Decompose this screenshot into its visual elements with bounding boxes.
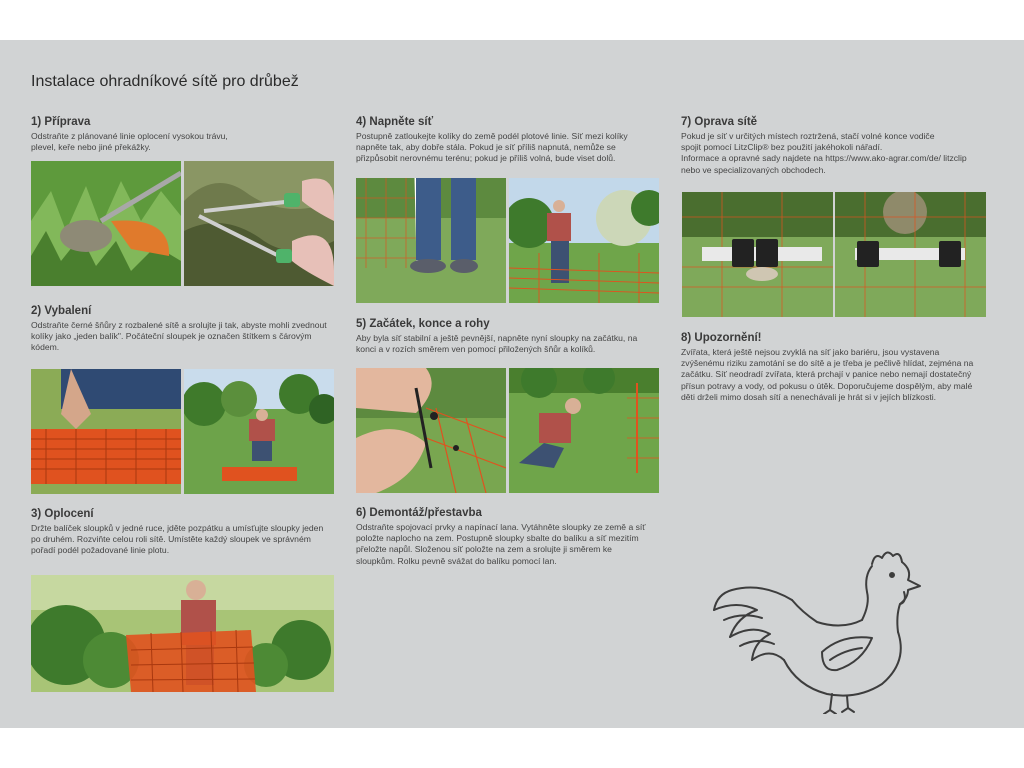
photo-pruner (184, 161, 334, 286)
instruction-sheet (0, 40, 1024, 728)
section-unpacking (31, 304, 341, 354)
section-heading: 1) Příprava (31, 116, 91, 128)
section-heading: 6) Demontáž/přestavba (356, 507, 482, 519)
section-text: Odstraňte z plánované linie oplocení vysokou trávu, plevel, keře nebo jiné překážky. (31, 131, 228, 153)
section-text: Postupně zatloukejte kolíky do země podél plotové linie. Síť mezi kolíky napněte tak, aby dobře stála. Pokud je síť příliš napnutá, nemůže se přizpůsobit nerovnému terénu; pokud je příliš volná, bude viset dolů. (356, 131, 628, 164)
section-dismantling (356, 506, 666, 567)
page-title: Instalace ohradníkové sítě pro drůbež (31, 73, 299, 90)
photo-placing-posts (31, 575, 334, 692)
photo-person-net-garden (184, 369, 334, 494)
photo-litzclip-open (835, 192, 986, 317)
section-text: Držte balíček sloupků v jedné ruce, jděte pozpátku a umísťujte sloupky jeden po druhém. Rozviňte celou roli sítě. Umístěte každý sloupek ve správném pořadí podél požadované linie plotu. (31, 523, 324, 556)
section-start-ends-corners (356, 317, 666, 355)
section-heading: 5) Začátek, konce a rohy (356, 318, 490, 330)
photo-rolling-net (31, 369, 181, 494)
section-preparation (31, 115, 331, 153)
photo-kneeling-anchor (509, 368, 659, 493)
section-heading: 3) Oplocení (31, 508, 94, 520)
section-text: Zvířata, která ještě nejsou zvyklá na síť jako bariéru, jsou vystavena zvýšenému riziku zamotání se do sítě a je třeba je pečlivě hlídat, zejména na začátku. Síť neodradí zvířata, která prchají v panice nebo nemají dostatečný přísun potravy a vody, od pokusu o útěk. Doporučujeme dospělým, aby malé děti drželi mimo dosah sítí a nenechávali je hrát si v jejích blízkosti. (681, 347, 974, 402)
chicken-icon (712, 542, 927, 714)
section-warning (681, 331, 991, 403)
section-heading: 7) Oprava sítě (681, 116, 758, 128)
section-heading: 8) Upozornění! (681, 332, 762, 344)
section-heading: 2) Vybalení (31, 305, 92, 317)
photo-trimmer (31, 161, 181, 286)
section-heading: 4) Napněte síť (356, 116, 434, 128)
section-net-repair (681, 115, 991, 176)
section-fencing (31, 507, 341, 557)
section-text: Odstraňte černé šňůry z rozbalené sítě a srolujte ji tak, abyste mohli zvednout kolíky jako „jeden balík". Počáteční sloupek je označen štítkem s čárovým kódem. (31, 320, 327, 353)
section-text: Odstraňte spojovací prvky a napínací lana. Vytáhněte sloupky ze země a síť položte naplocho na zem. Postupně sloupky sbalte do balíku a síť mezitím přeložte napůl. Složenou síť položte na zem a srolujte ji směrem ke sloupkům. Rolku pevně svážat do balíku pomocí lan. (356, 522, 646, 566)
photo-tying-cord (356, 368, 506, 493)
photo-pressing-post (356, 178, 506, 303)
section-text: Pokud je síť v určitých místech roztržená, stačí volné konce vodiče spojit pomocí LitzClip® bez použití jakéhokoli nářadí. Informace a opravné sady najdete na https://www.ako-agrar.com/de/ litzclip nebo ve specializovaných obchodech. (681, 131, 967, 175)
photo-walking-fence (509, 178, 659, 303)
section-tension-net (356, 115, 666, 165)
section-text: Aby byla síť stabilní a ještě pevnější, napněte nyní sloupky na začátku, na konci a v rozích směrem ven pomocí přiložených šňůr a kolíků. (356, 333, 638, 355)
photo-litzclip-closed (682, 192, 833, 317)
